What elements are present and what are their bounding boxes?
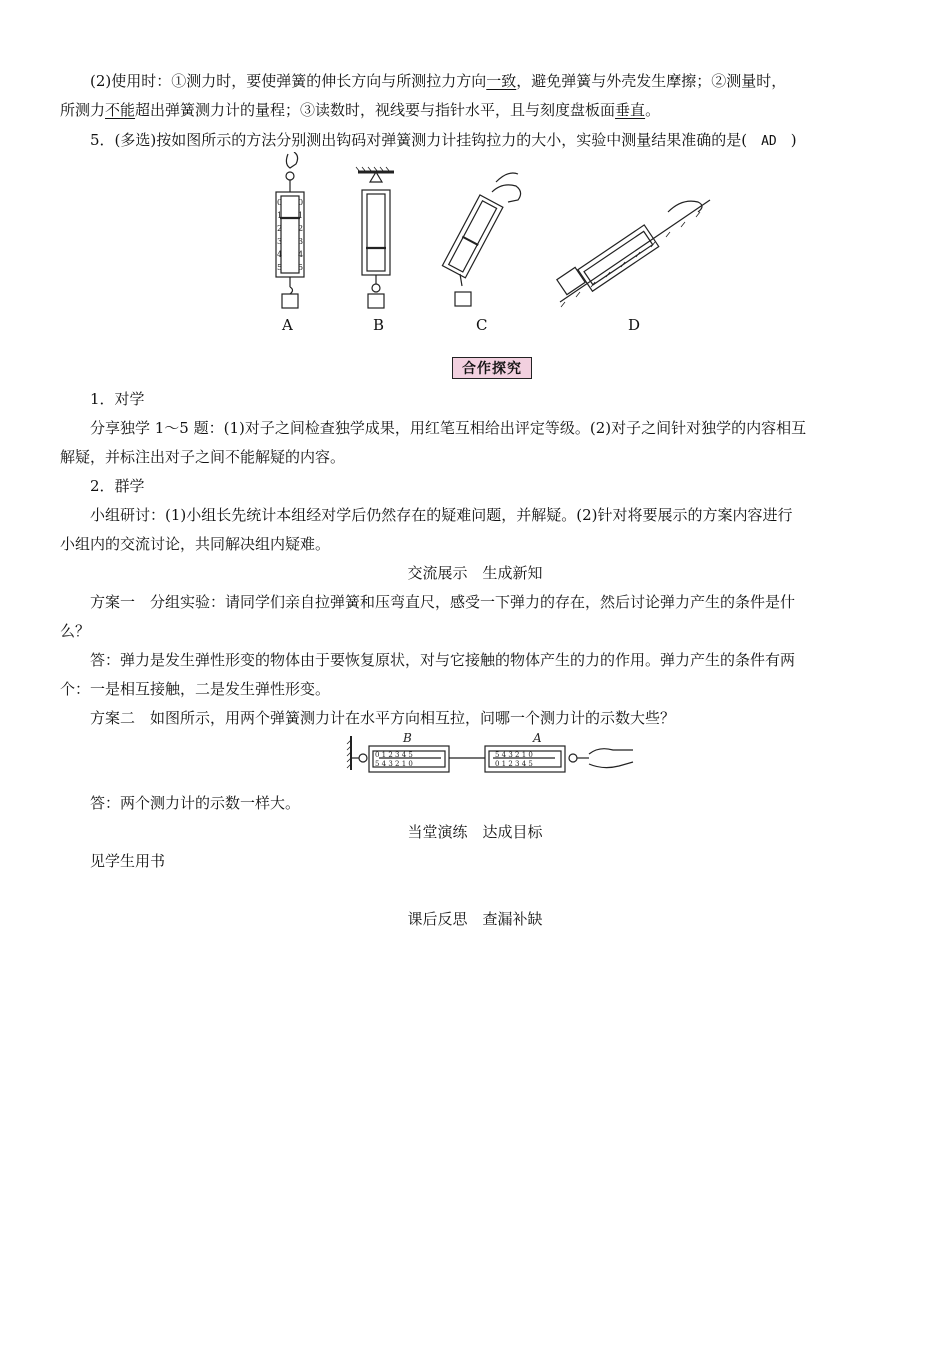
question-5-answer: AD (761, 134, 777, 149)
plan1-line-2: 么？ (60, 622, 91, 640)
svg-text:0: 0 (298, 198, 304, 207)
blank-perpendicular: 垂直 (615, 101, 646, 119)
svg-text:2: 2 (277, 224, 283, 233)
svg-text:5 4 3 2 1 0: 5 4 3 2 1 0 (375, 760, 413, 768)
figure-label-d: D (628, 316, 641, 334)
group-study-heading: 2．群学 (90, 477, 145, 495)
figure-label-b: B (373, 316, 385, 334)
svg-text:4: 4 (277, 250, 283, 259)
pair-study-line-1: 分享独学 1～5 题：(1)对子之间检查独学成果，用红笔互相给出评定等级。(2)对子之间针对独学的内容相互 (90, 419, 807, 437)
group-study-line-1: 小组研讨：(1)小组长先统计本组经对学后仍然存在的疑难问题，并解疑。(2)针对将要展示的方案内容进行 (90, 506, 793, 524)
spring-scale-figure (260, 152, 720, 337)
svg-text:5 4 3 2 1 0: 5 4 3 2 1 0 (495, 751, 533, 759)
plan2-answer: 答：两个测力计的示数一样大。 (90, 794, 301, 812)
plan1-answer-line-1: 答：弹力是发生弹性形变的物体由于要恢复原状，对与它接触的物体产生的力的作用。弹力产生的条件有两 (90, 651, 796, 669)
svg-text:1: 1 (277, 211, 283, 220)
section-practice-title: 当堂演练 达成目标 (407, 823, 543, 841)
plan2-question: 方案二 如图所示，用两个弹簧测力计在水平方向相互拉，问哪一个测力计的示数大些？ (90, 709, 676, 727)
figure-c-tilted-scale (442, 173, 520, 306)
svg-text:2: 2 (298, 224, 304, 233)
horizontal-pull-figure (345, 730, 645, 774)
svg-text:0: 0 (277, 198, 283, 207)
section-exchange-title: 交流展示 生成新知 (407, 564, 543, 582)
plan1-answer-line-2: 个：一是相互接触，二是发生弹性形变。 (60, 680, 331, 698)
figure-label-a: A (282, 316, 293, 334)
svg-text:0 1 2 3 4 5: 0 1 2 3 4 5 (375, 751, 413, 759)
blank-direction: 一致 (486, 72, 517, 90)
group-study-line-2: 小组内的交流讨论，共同解决组内疑难。 (60, 535, 331, 553)
section-badge-cooperative-inquiry: 合作探究 (452, 357, 532, 379)
svg-text:4: 4 (298, 250, 304, 259)
figure-label-c: C (476, 316, 488, 334)
question-5: 5．(多选)按如图所示的方法分别测出钩码对弹簧测力计挂钩拉力的大小，实验中测量结果准确的是( AD ) (90, 131, 797, 149)
pull-label-a: A (533, 731, 542, 745)
usage-line-1: (2)使用时：①测力时，要使弹簧的伸长方向与所测拉力方向一致，避免弹簧与外壳发生摩擦；②测量时， (90, 72, 787, 90)
svg-text:5: 5 (277, 263, 283, 272)
blank-range: 不能 (105, 101, 136, 119)
pair-study-heading: 1．对学 (90, 390, 145, 408)
pair-study-line-2: 解疑，并标注出对子之间不能解疑的内容。 (60, 448, 346, 466)
svg-text:3: 3 (277, 237, 283, 246)
figure-b-inverted-scale (356, 167, 394, 308)
svg-text:0 1 2 3 4 5: 0 1 2 3 4 5 (495, 760, 533, 768)
svg-text:5: 5 (298, 263, 304, 272)
usage-line-2: 所测力不能超出弹簧测力计的量程；③读数时，视线要与指针水平，且与刻度盘板面垂直。 (60, 101, 661, 119)
pull-label-b: B (403, 731, 412, 745)
svg-text:1: 1 (298, 211, 304, 220)
figure-d-incline-scale (557, 200, 710, 307)
see-student-book: 见学生用书 (90, 852, 166, 870)
svg-text:3: 3 (298, 237, 304, 246)
plan1-line-1: 方案一 分组实验：请同学们亲自拉弹簧和压弯直尺，感受一下弹力的存在，然后讨论弹力产生的条件是什 (90, 593, 796, 611)
section-reflect-title: 课后反思 查漏补缺 (407, 910, 543, 928)
